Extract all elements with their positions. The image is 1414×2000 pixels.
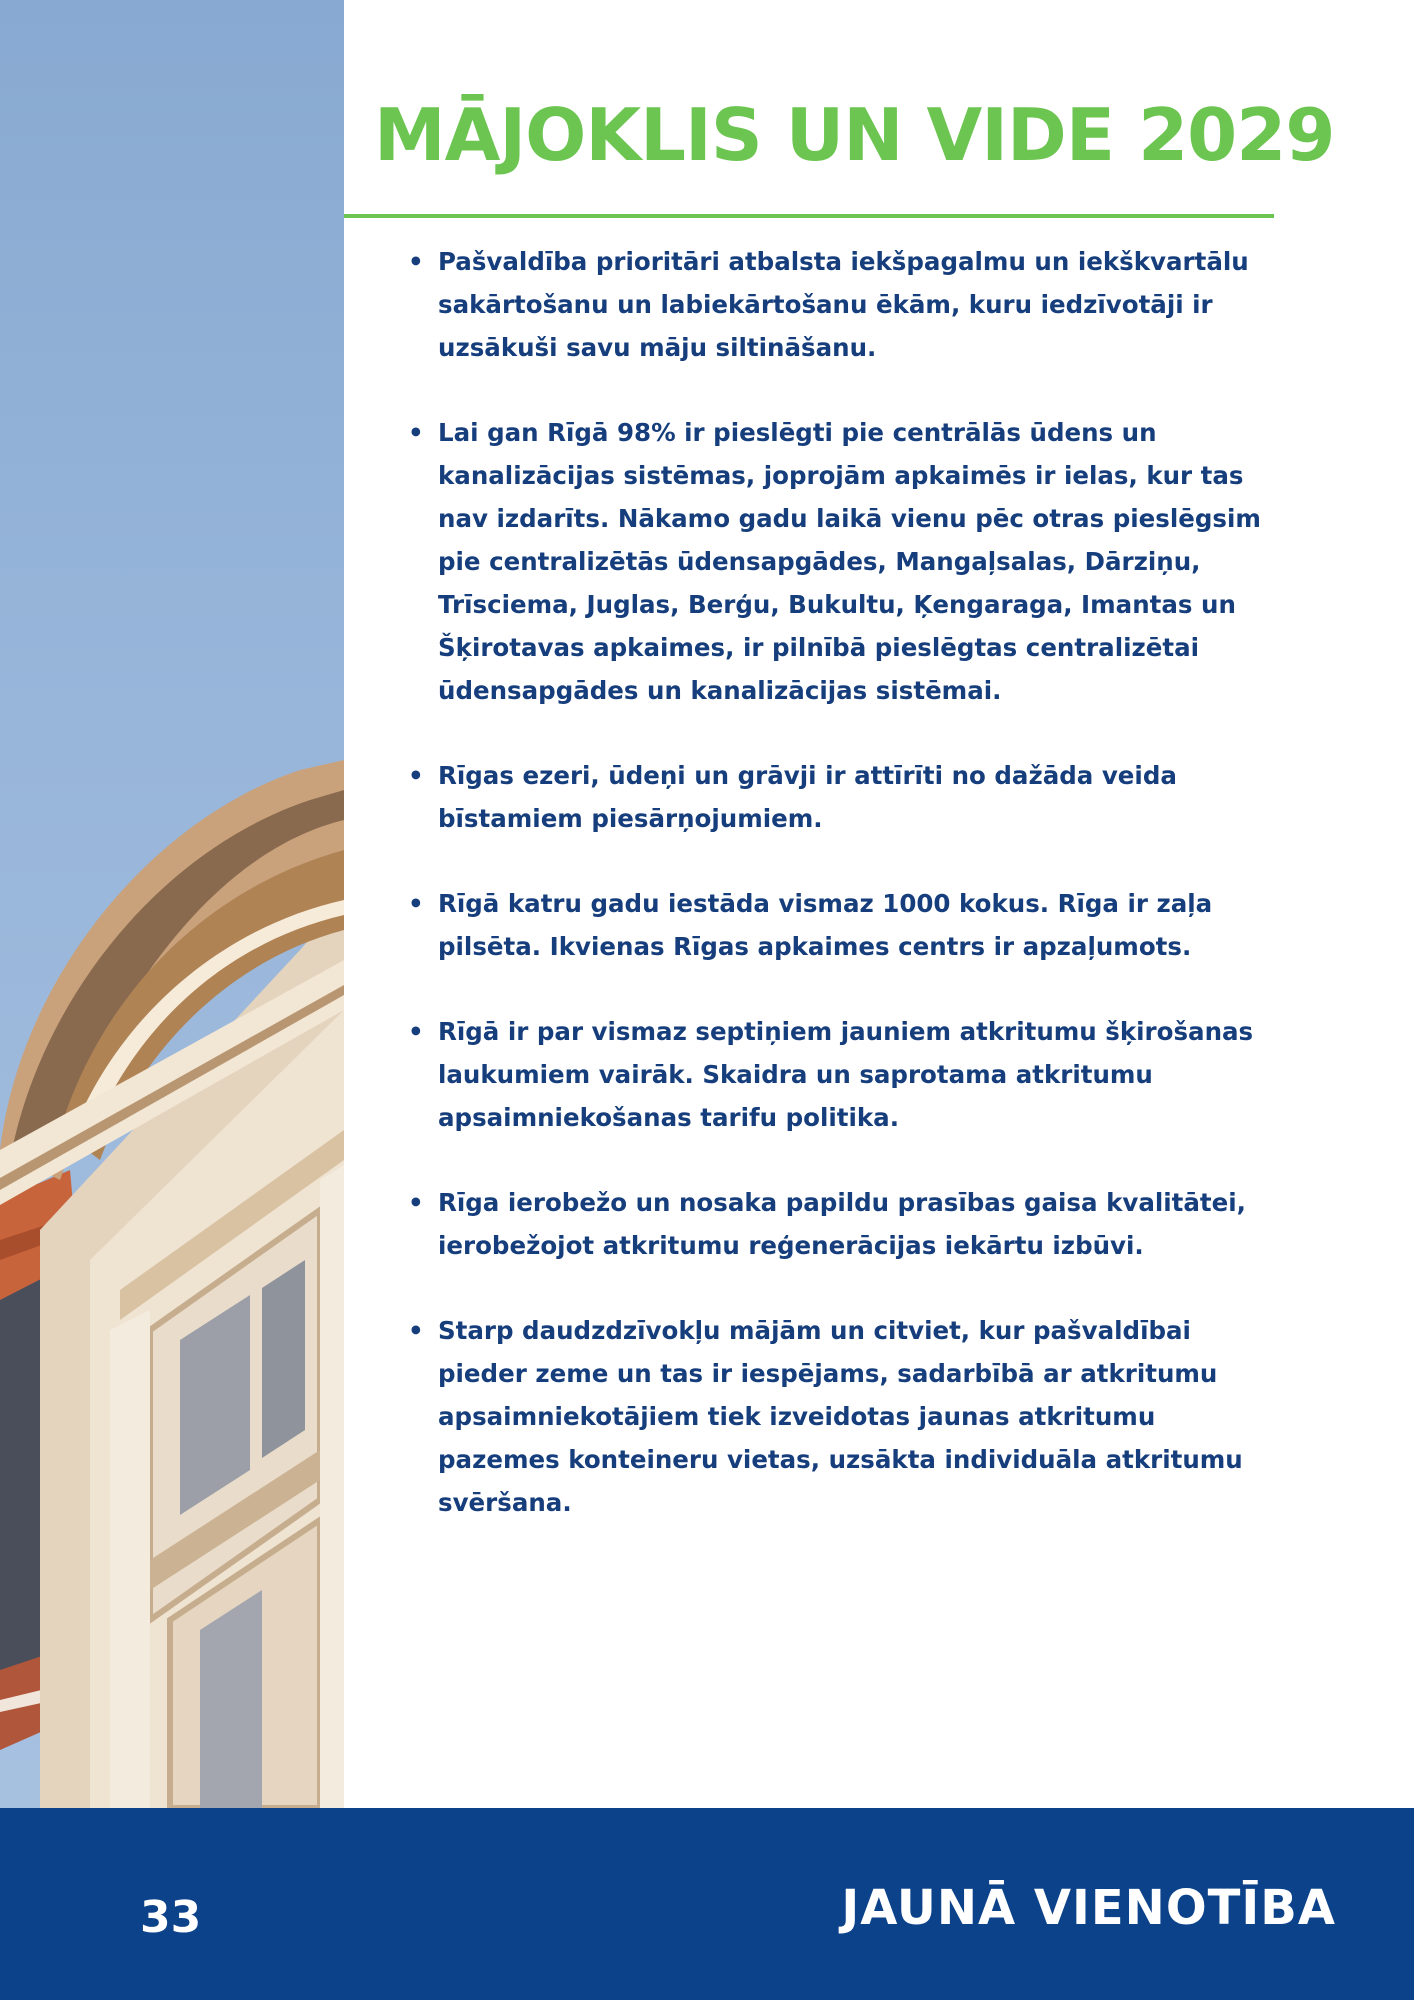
list-item: • Lai gan Rīgā 98% ir pieslēgti pie centrālās ūdens un kanalizācijas sistēmas, joprojām apkaimēs ir ielas, kur tas nav izdarīts. Nākamo gadu laikā vienu pēc otras pieslēgsim pie centralizētās ūdensapgādes, Mangaļsalas, Dārziņu, Trīsciema, Juglas, Berģu, Bukultu, Ķengaraga, Imantas un Šķirotavas apkaimes, ir pilnībā pieslēgtas centralizētai ūdensapgādes un kanalizācijas sistēmai. <box>408 411 1268 712</box>
footer-bar <box>0 1808 1414 2000</box>
list-item: • Rīgā katru gadu iestāda vismaz 1000 kokus. Rīga ir zaļa pilsēta. Ikvienas Rīgas apkaimes centrs ir apzaļumots. <box>408 882 1268 968</box>
list-item: • Rīga ierobežo un nosaka papildu prasības gaisa kvalitātei, ierobežojot atkritumu reģenerācijas iekārtu izbūvi. <box>408 1181 1268 1267</box>
bullet-list <box>408 240 1268 1566</box>
list-item: • Rīgā ir par vismaz septiņiem jauniem atkritumu šķirošanas laukumiem vairāk. Skaidra un saprotama atkritumu apsaimniekošanas tarifu politika. <box>408 1010 1268 1139</box>
building-illustration <box>0 0 344 1808</box>
title-divider <box>344 214 1274 218</box>
brand-name: JAUNĀ VIENOTĪBA <box>841 1880 1336 1936</box>
list-item: • Rīgas ezeri, ūdeņi un grāvji ir attīrīti no dažāda veida bīstamiem piesārņojumiem. <box>408 754 1268 840</box>
list-item: • Starp daudzdzīvokļu mājām un citviet, kur pašvaldībai pieder zeme un tas ir iespējams, sadarbībā ar atkritumu apsaimniekotājiem tiek izveidotas jaunas atkritumu pazemes konteineru vietas, uzsākta individuāla atkritumu svēršana. <box>408 1309 1268 1524</box>
building-photo <box>0 0 344 1808</box>
page-number: 33 <box>140 1892 202 1943</box>
list-item: • Pašvaldība prioritāri atbalsta iekšpagalmu un iekškvartālu sakārtošanu un labiekārtošanu ēkām, kuru iedzīvotāji ir uzsākuši savu māju siltināšanu. <box>408 240 1268 369</box>
page-title: MĀJOKLIS UN VIDE 2029 <box>374 93 1335 177</box>
